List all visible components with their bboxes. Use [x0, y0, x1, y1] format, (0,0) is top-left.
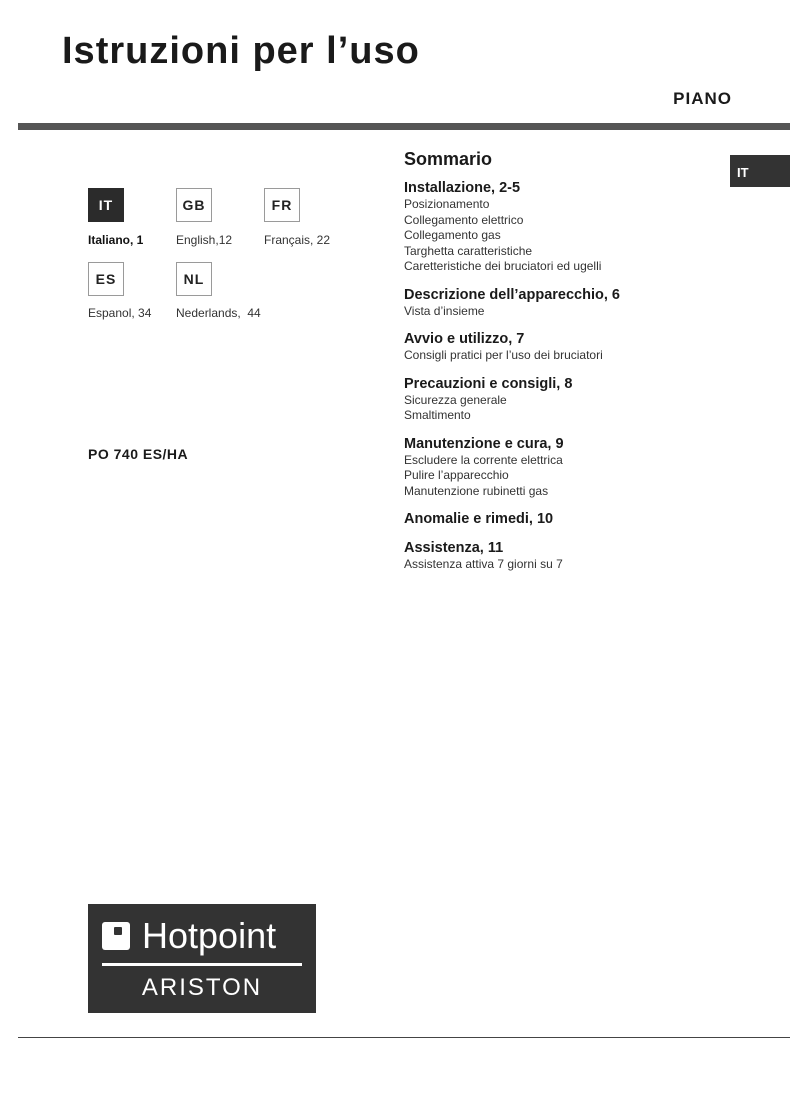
toc-section-precauzioni: [404, 375, 734, 424]
product-category: PIANO: [673, 89, 732, 108]
lang-label-es: Espanol, 34: [88, 306, 152, 320]
toc-title: Sommario: [404, 149, 493, 169]
toc-item: Collegamento elettrico: [404, 212, 524, 227]
toc-section-anomalie: [404, 510, 734, 528]
toc-heading[interactable]: Manutenzione e cura, 9: [404, 435, 564, 452]
brand-square-notch: [114, 927, 122, 935]
model-number: PO 740 ES/HA: [88, 446, 189, 462]
page-title: Istruzioni per l’uso: [62, 30, 420, 72]
toc-item: Caretteristiche dei bruciatori ed ugelli: [404, 259, 602, 273]
lang-label-it: Italiano, 1: [88, 233, 144, 247]
lang-label-nl: Nederlands, 44: [176, 306, 261, 320]
toc-item: Smaltimento: [404, 408, 471, 422]
lang-label-fr: Français, 22: [264, 233, 331, 247]
toc-heading[interactable]: Precauzioni e consigli, 8: [404, 375, 573, 392]
toc-item: Collegamento gas: [404, 228, 501, 242]
toc-heading[interactable]: Avvio e utilizzo, 7: [404, 331, 525, 347]
toc-item: Vista d’insieme: [404, 303, 485, 318]
toc-heading[interactable]: Anomalie e rimedi, 10: [404, 511, 554, 527]
toc-section-descrizione: [404, 286, 734, 320]
table-of-contents: [404, 148, 734, 584]
lang-box-es[interactable]: ES: [88, 262, 124, 296]
logo-brand-name: Hotpoint: [142, 915, 277, 956]
language-side-tab: IT: [730, 155, 790, 187]
toc-section-assistenza: [404, 539, 734, 573]
toc-item: Escludere la corrente elettrica: [404, 452, 563, 467]
lang-box-fr[interactable]: FR: [264, 188, 300, 222]
toc-heading[interactable]: Assistenza, 11: [404, 540, 504, 556]
footer-divider: [18, 1037, 790, 1038]
toc-item: Sicurezza generale: [404, 392, 507, 407]
header-divider: [18, 123, 790, 130]
hotpoint-ariston-logo: [88, 904, 316, 1013]
toc-item: Targhetta caratteristiche: [404, 243, 533, 258]
logo-sub-brand: ARISTON: [141, 974, 263, 1001]
toc-heading[interactable]: Descrizione dell’apparecchio, 6: [404, 286, 620, 303]
toc-item: Assistenza attiva 7 giorni su 7: [404, 557, 563, 571]
lang-box-it[interactable]: IT: [88, 188, 124, 222]
lang-box-nl[interactable]: NL: [176, 262, 212, 296]
toc-section-manutenzione: [404, 435, 734, 500]
toc-section-avvio: [404, 330, 734, 364]
lang-box-gb[interactable]: GB: [176, 188, 212, 222]
toc-heading[interactable]: Installazione, 2-5: [404, 180, 521, 196]
toc-item: Pulire l’apparecchio: [404, 468, 509, 482]
toc-item: Posizionamento: [404, 197, 490, 211]
logo-divider: [102, 963, 302, 966]
lang-label-gb: English,12: [176, 233, 233, 247]
brand-square-icon: [102, 922, 130, 950]
toc-item: Consigli pratici per l’uso dei bruciatori: [404, 348, 603, 362]
toc-item: Manutenzione rubinetti gas: [404, 483, 549, 498]
toc-section-installazione: [404, 179, 734, 275]
